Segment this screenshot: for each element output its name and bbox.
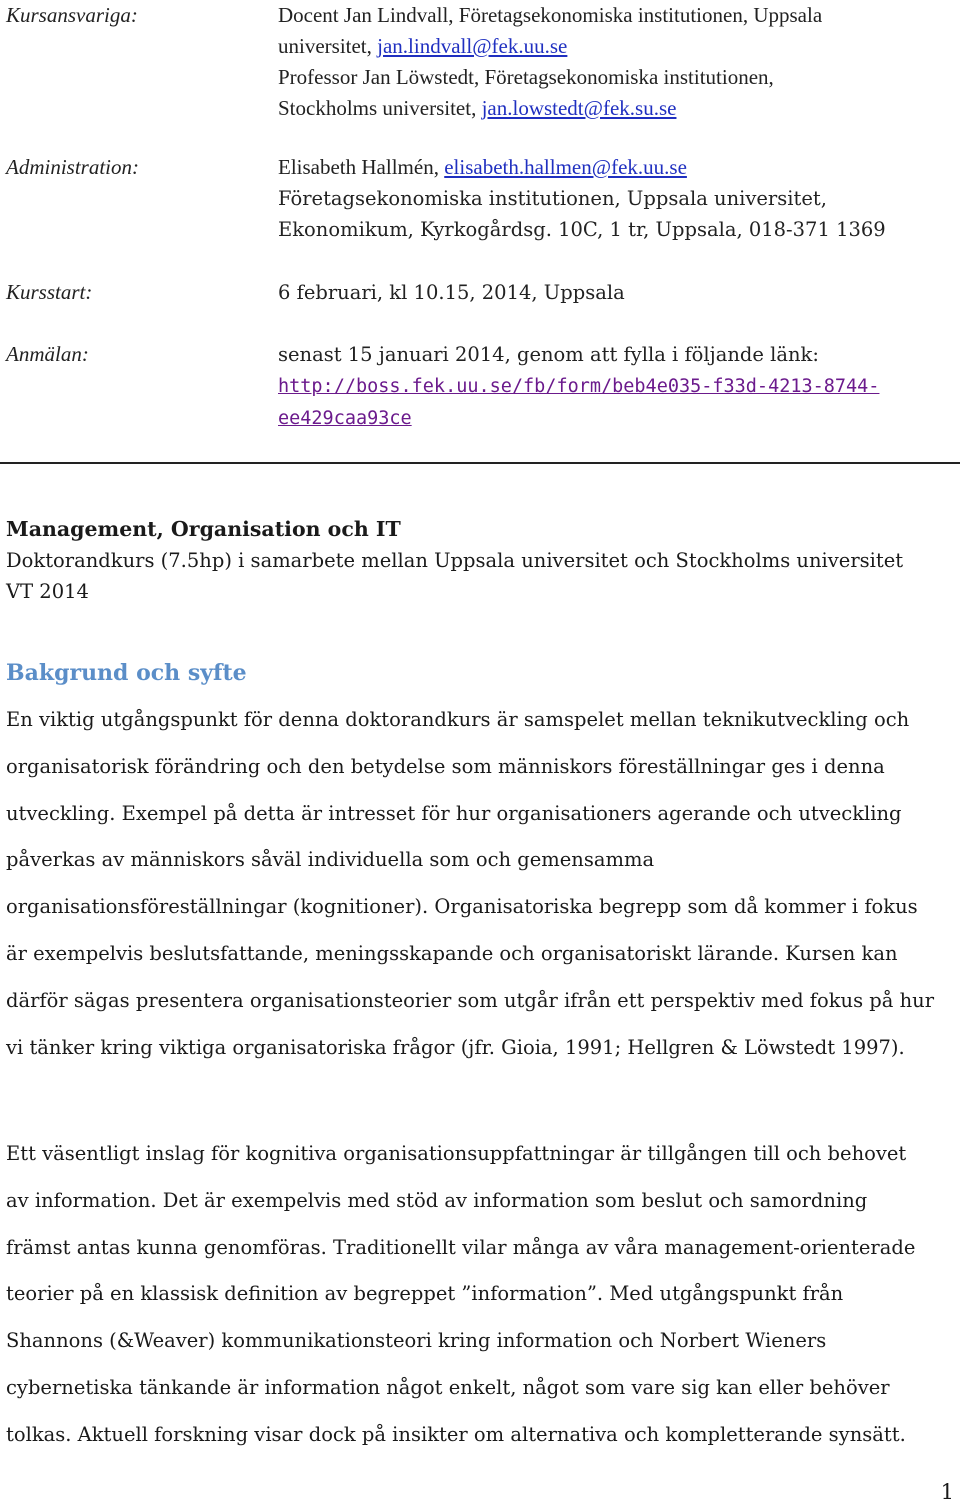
lindvall-email-link[interactable]: jan.lindvall@fek.uu.se xyxy=(377,34,568,58)
paragraph-line: organisatorisk förändring och den betydelse som människors föreställningar ges i denna xyxy=(6,754,885,778)
signup-value xyxy=(278,339,958,434)
paragraph-line: teorier på en klassisk definition av begreppet ”information”. Med utgångspunkt från xyxy=(6,1282,844,1306)
paragraph-2 xyxy=(6,1131,954,1459)
page-number: 1 xyxy=(940,1480,954,1504)
paragraph-line: Ett väsentligt inslag för kognitiva organisationsuppfattningar är tillgången till och behovet xyxy=(6,1142,907,1165)
responsible-line-2: universitet, jan.lindvall@fek.uu.se xyxy=(278,34,568,58)
section-heading: Bakgrund och syfte xyxy=(6,660,247,686)
paragraph-1 xyxy=(6,697,954,1071)
signup-text: senast 15 januari 2014, genom att fylla i följande länk: xyxy=(278,343,819,366)
paragraph-line: tolkas. Aktuell forskning visar dock på insikter om alternativa och kompletterande synsätt. xyxy=(6,1422,906,1446)
responsible-value xyxy=(278,0,958,124)
paragraph-line: En viktig utgångspunkt för denna doktorandkurs är samspelet mellan teknikutveckling och xyxy=(6,708,910,731)
paragraph-line: utveckling. Exempel på detta är intresset för hur organisationers agerande och utveckling xyxy=(6,801,902,825)
signup-link-line-1[interactable]: http://boss.fek.uu.se/fb/form/beb4e035-f33d-4213-8744- xyxy=(278,376,880,397)
responsible-line-3: Professor Jan Löwstedt, Företagsekonomiska institutionen, xyxy=(278,65,774,89)
paragraph-line: främst antas kunna genomföras. Traditionellt vilar många av våra management-orienterade xyxy=(6,1235,916,1259)
paragraph-line: därför sägas presentera organisationsteorier som utgår ifrån ett perspektiv med fokus på hur xyxy=(6,988,935,1012)
hallmen-email-link[interactable]: elisabeth.hallmen@fek.uu.se xyxy=(444,155,687,179)
paragraph-line: cybernetiska tänkande är information något enkelt, något som vare sig kan eller behöver xyxy=(6,1375,890,1399)
signup-label: Anmälan: xyxy=(6,342,89,366)
start-label: Kursstart: xyxy=(6,280,93,304)
paragraph-line: är exempelvis beslutsfattande, meningsskapande och organisatoriskt lärande. Kursen kan xyxy=(6,941,898,965)
lowstedt-email-link[interactable]: jan.lowstedt@fek.su.se xyxy=(481,96,677,120)
paragraph-line: påverkas av människors såväl individuella som och gemensamma xyxy=(6,848,655,872)
responsible-line-4: Stockholms universitet, jan.lowstedt@fek.su.se xyxy=(278,96,677,120)
paragraph-line: vi tänker kring viktiga organisatoriska frågor (jfr. Gioia, 1991; Hellgren & Löwstedt 1997). xyxy=(6,1035,905,1059)
signup-link-line-2[interactable]: ee429caa93ce xyxy=(278,408,412,429)
paragraph-line: organisationsföreställningar (kognitioner). Organisatoriska begrepp som då kommer i fokus xyxy=(6,895,918,919)
admin-name-line xyxy=(278,152,958,183)
admin-name: Elisabeth Hallmén, xyxy=(278,155,445,179)
paragraph-line: Shannons (&Weaver) kommunikationsteori kring information och Norbert Wieners xyxy=(6,1329,827,1353)
horizontal-divider xyxy=(0,462,960,464)
course-term: VT 2014 xyxy=(6,580,89,603)
course-subtitle: Doktorandkurs (7.5hp) i samarbete mellan Uppsala universitet och Stockholms universitet xyxy=(6,549,904,572)
admin-value xyxy=(278,152,958,245)
course-header xyxy=(6,513,956,607)
responsible-line-1: Docent Jan Lindvall, Företagsekonomiska institutionen, Uppsala xyxy=(278,3,823,27)
admin-label: Administration: xyxy=(6,155,140,179)
course-title: Management, Organisation och IT xyxy=(6,517,401,541)
responsible-label: Kursansvariga: xyxy=(6,3,138,27)
start-value: 6 februari, kl 10.15, 2014, Uppsala xyxy=(278,281,625,304)
admin-dept: Företagsekonomiska institutionen, Uppsala universitet, xyxy=(278,187,827,210)
paragraph-line: av information. Det är exempelvis med stöd av information som beslut och samordning xyxy=(6,1188,868,1212)
admin-address: Ekonomikum, Kyrkogårdsg. 10C, 1 tr, Uppsala, 018-371 1369 xyxy=(278,218,886,241)
